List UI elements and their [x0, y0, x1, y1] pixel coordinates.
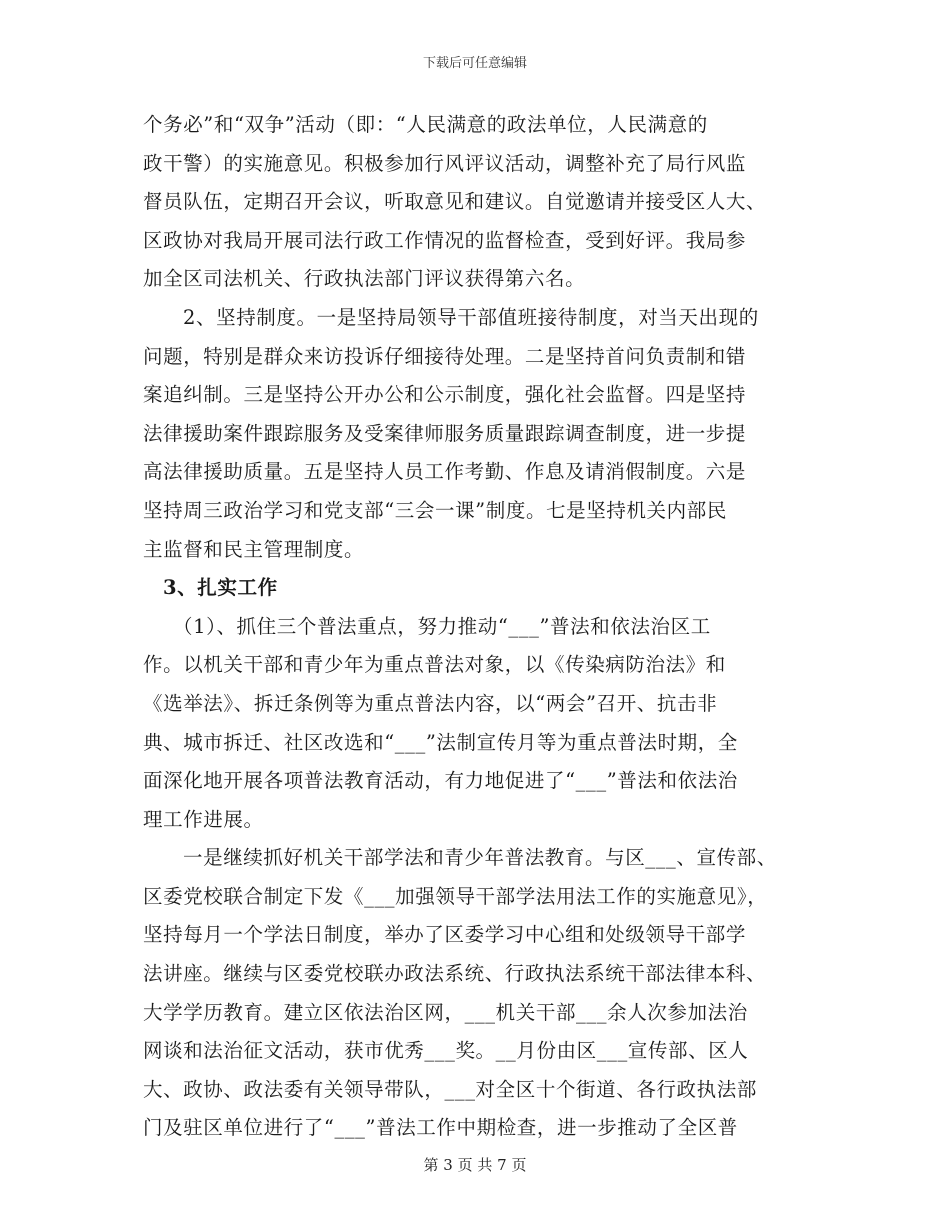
- text-line: 案追纠制。三是坚持公开办公和公示制度，强化社会监督。四是坚持: [143, 383, 747, 407]
- text-line: 督员队伍，定期召开会议，听取意见和建议。自觉邀请并接受区人大、: [143, 190, 767, 214]
- text-line: 作。以机关干部和青少年为重点普法对象，以《传染病防治法》和: [143, 653, 726, 677]
- text-line: 大、政协、政法委有关领导带队，___对全区十个街道、各行政执法部: [143, 1077, 757, 1101]
- text-line: 《选举法》、拆迁条例等为重点普法内容，以“两会”召开、抗击非: [143, 691, 718, 715]
- text-line: 面深化地开展各项普法教育活动，有力地促进了“___”普法和依法治: [143, 769, 738, 793]
- text-line: 问题，特别是群众来访投诉仔细接待处理。二是坚持首问负责制和错: [143, 344, 747, 368]
- section-heading: 3、扎实工作: [163, 576, 278, 600]
- text-line: 高法律援助质量。五是坚持人员工作考勤、作息及请消假制度。六是: [143, 460, 747, 484]
- paragraph-start-line: （1）、抓住三个普法重点，努力推动“___”普法和依法治区工: [173, 614, 711, 638]
- document-body: [143, 106, 808, 1148]
- text-line: 典、城市拆迁、社区改选和“___”法制宣传月等为重点普法时期，全: [143, 730, 738, 754]
- text-line: 区委党校联合制定下发《___加强领导干部学法用法工作的实施意见》，: [143, 884, 768, 908]
- text-line: 区政协对我局开展司法行政工作情况的监督检查，受到好评。我局参: [143, 228, 747, 252]
- text-line: 法律援助案件跟踪服务及受案律师服务质量跟踪调查制度，进一步提: [143, 421, 747, 445]
- text-line: 主监督和民主管理制度。: [143, 537, 365, 561]
- text-line: 网谈和法治征文活动，获市优秀___奖。__月份由区___宣传部、区人: [143, 1039, 749, 1063]
- text-line: 政干警）的实施意见。积极参加行风评议活动，调整补充了局行风监: [143, 151, 747, 175]
- text-line: 坚持每月一个学法日制度，举办了区委学习中心组和处级领导干部学: [143, 923, 747, 947]
- text-line: 大学学历教育。建立区依法治区网，___机关干部___余人次参加法治: [143, 1000, 748, 1024]
- page-footer: 第 3 页 共 7 页: [423, 1156, 527, 1174]
- text-line: 坚持周三政治学习和党支部“三会一课”制度。七是坚持机关内部民: [143, 498, 727, 522]
- paragraph-start-line: 一是继续抓好机关干部学法和青少年普法教育。与区___、宣传部、: [183, 846, 777, 870]
- text-line: 个务必”和“双争”活动（即：“人民满意的政法单位，人民满意的: [143, 113, 708, 136]
- page-header: 下载后可任意编辑: [422, 56, 527, 71]
- text-line: 加全区司法机关、行政执法部门评议获得第六名。: [143, 267, 586, 291]
- paragraph-start-line: 2、坚持制度。一是坚持局领导干部值班接待制度，对当天出现的: [183, 305, 759, 329]
- text-line: 法讲座。继续与区委党校联办政法系统、行政执法系统干部法律本科、: [143, 962, 767, 986]
- text-line: 门及驻区单位进行了“___”普法工作中期检查，进一步推动了全区普: [143, 1116, 738, 1140]
- text-line: 理工作进展。: [143, 807, 264, 831]
